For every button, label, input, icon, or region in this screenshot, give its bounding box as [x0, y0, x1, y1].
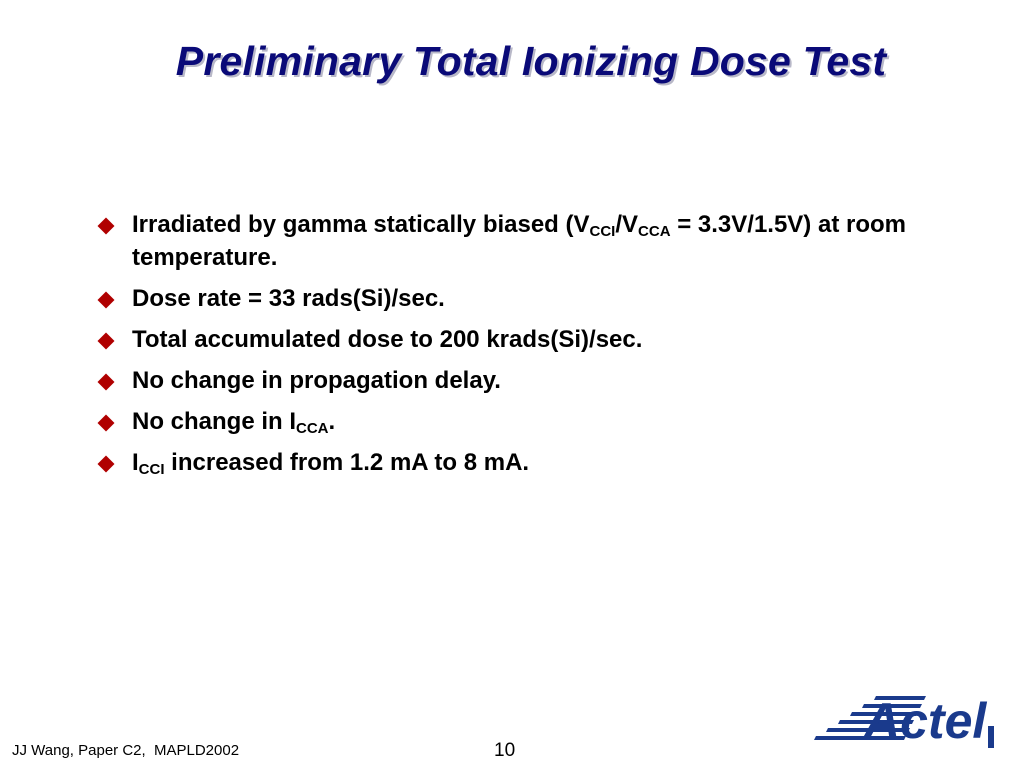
footer-citation: JJ Wang, Paper C2, MAPLD2002 [12, 742, 240, 759]
bullet-item-total-dose [96, 323, 976, 356]
bullet-text: No change in propagation delay. [132, 367, 501, 394]
diamond-bullet-icon [98, 333, 115, 350]
bullet-item-propagation-delay [96, 364, 976, 397]
diamond-bullet-icon [98, 218, 115, 235]
bullet-text: Dose rate = 33 rads(Si)/sec. [132, 285, 445, 312]
bullet-item-icca [96, 405, 976, 438]
subscript: CCI [138, 461, 165, 478]
diamond-bullet-icon [98, 456, 115, 473]
page-number: 10 [494, 740, 516, 761]
bullet-item-irradiation [96, 208, 976, 274]
subscript: CCI [589, 223, 616, 240]
diamond-bullet-icon [98, 415, 115, 432]
diamond-bullet-icon [98, 292, 115, 309]
bullet-text: Total accumulated dose to 200 krads(Si)/sec. [132, 326, 643, 353]
bullet-item-dose-rate [96, 282, 976, 315]
slide-title: Preliminary Total Ionizing Dose Test [175, 38, 887, 84]
diamond-bullet-icon [98, 374, 115, 391]
bullet-item-icci [96, 446, 976, 479]
subscript: CCA [296, 420, 329, 437]
bullet-text: Irradiated by gamma statically biased $(V_{CCI}/V_{CCA} = 3.3V/1.5V)$ at room temperature. [132, 211, 906, 271]
svg-text:Actel: Actel [864, 693, 987, 749]
subscript: CCA [638, 223, 671, 240]
bullet-list [96, 208, 976, 487]
bullet-text: No change in $I_{CCA}$. [132, 408, 336, 437]
bullet-text: $I_{CCI}$ increased from 1.2 mA to 8 mA. [132, 449, 530, 478]
actel-logo [806, 692, 1006, 750]
